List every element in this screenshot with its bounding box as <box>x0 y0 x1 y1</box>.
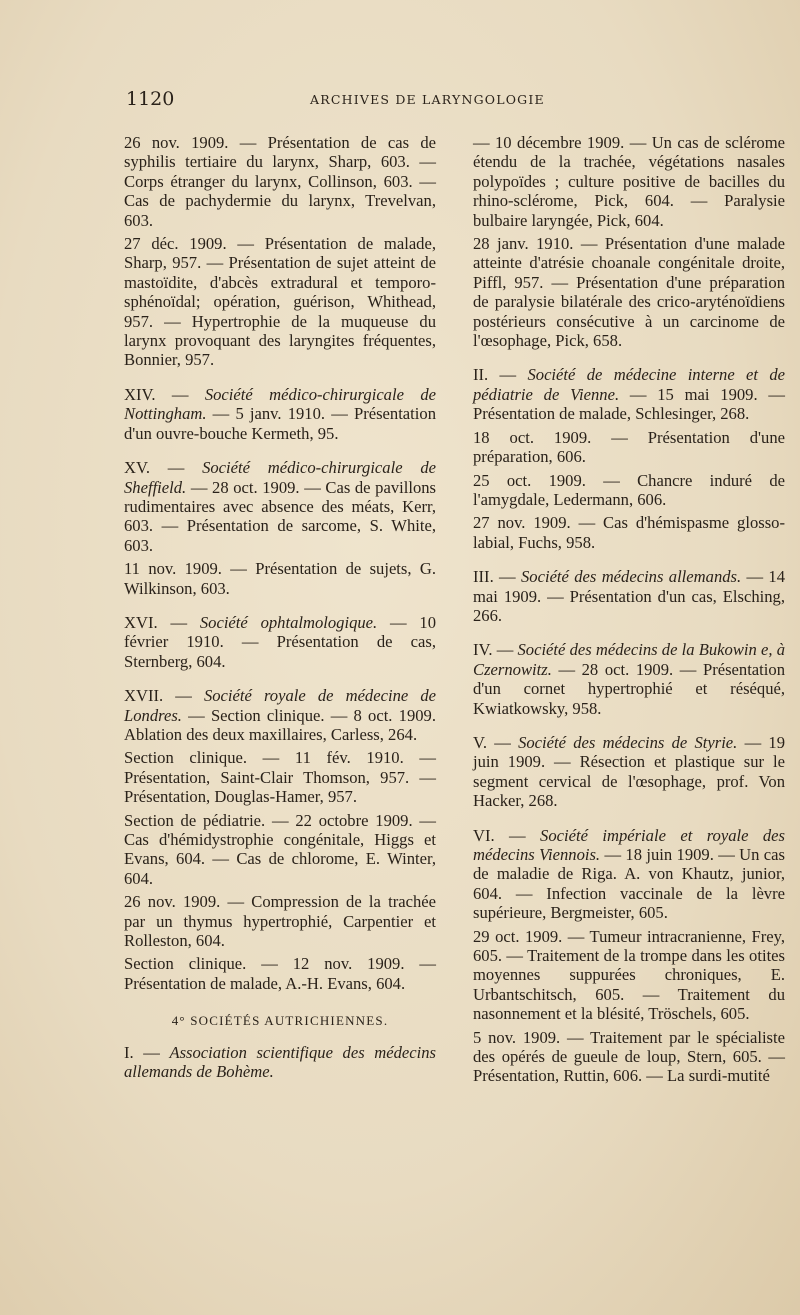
page-header <box>0 88 800 118</box>
entry: 25 oct. 1909. — Chancre induré de l'amygdale, Ledermann, 606. <box>473 470 785 509</box>
left-column <box>124 133 436 1085</box>
entry: V. — Société des médecins de Styrie. — 19 juin 1909. — Résection et plastique sur le segment cervical de l'œsophage, prof. Von Hacker, 268. <box>473 732 785 811</box>
entry: 26 nov. 1909. — Présentation de cas de syphilis tertiaire du larynx, Sharp, 603. — Corps étranger du larynx, Collinson, 603. — Cas de pachydermie du larynx, Trevelvan, 603. <box>124 133 436 230</box>
running-title: ARCHIVES DE LARYNGOLOGIE <box>310 92 545 107</box>
right-column <box>473 133 785 1090</box>
entry: Section clinique. — 11 fév. 1910. — Présentation, Saint-Clair Thomson, 957. — Présentation, Douglas-Hamer, 957. <box>124 748 436 807</box>
section-subheading: 4° SOCIÉTÉS AUTRICHIENNES. <box>171 1013 389 1029</box>
entry: XVII. — Société royale de médecine de Londres. — Section clinique. — 8 oct. 1909. Ablation des deux maxillaires, Carless, 264. <box>124 686 436 744</box>
entry: Section clinique. — 12 nov. 1909. — Présentation de malade, A.-H. Evans, 604. <box>124 954 436 993</box>
entry: 11 nov. 1909. — Présentation de sujets, G. Wilkinson, 603. <box>124 559 436 598</box>
entry: 5 nov. 1909. — Traitement par le spécialiste des opérés de gueule de loup, Stern, 605. — Présentation, Ruttin, 606. — La surdi-mutité <box>473 1027 785 1086</box>
entry: I. — Association scientifique des médecins allemands de Bohème. <box>124 1042 436 1082</box>
entry: — 10 décembre 1909. — Un cas de sclérome étendu de la trachée, végétations nasales polypoïdes ; culture positive de bacilles du rhino-sclérome, Pick, 604. — Paralysie bulbaire laryngée, Pick, 604. <box>473 133 785 230</box>
entry: II. — Société de médecine interne et de pédiatrie de Vienne. — 15 mai 1909. — Présentation de malade, Schlesinger, 268. <box>473 365 785 424</box>
entry: 27 déc. 1909. — Présentation de malade, Sharp, 957. — Présentation de sujet atteint de mastoïdite, d'abcès extradural et temporo-sphénoïdal; opération, guérison, Whithead, 957. — Hypertrophie de la muqueuse du larynx provoquant des laryngites fréquentes, Bonnier, 957. <box>124 234 436 370</box>
entry: 26 nov. 1909. — Compression de la trachée par un thymus hypertrophié, Carpentier et Rolleston, 604. <box>124 892 436 951</box>
entry: XV. — Société médico-chirurgicale de Sheffield. — 28 oct. 1909. — Cas de pavillons rudimentaires avec absence des méats, Kerr, 603. — Présentation de sarcome, S. White, 603. <box>124 458 436 555</box>
entry: 18 oct. 1909. — Présentation d'une préparation, 606. <box>473 427 785 467</box>
entry: 29 oct. 1909. — Tumeur intracranienne, Frey, 605. — Traitement de la trompe dans les otites moyennes suppurées chroniques, E. Urbantschitsch, 605. — Traitement du nasonnement et la blésité, Tröschels, 605. <box>473 926 785 1024</box>
entry: III. — Société des médecins allemands. — 14 mai 1909. — Présentation d'un cas, Elsching, 266. <box>473 567 785 625</box>
entry: XVI. — Société ophtalmologique. — 10 février 1910. — Présentation de cas, Sternberg, 604. <box>124 612 436 671</box>
page-number: 1120 <box>126 88 175 110</box>
entry: VI. — Société impériale et royale des médecins Viennois. — 18 juin 1909. — Un cas de maladie de Riga. A. von Khautz, junior, 604. — Infection vaccinale de la lèvre supérieure, Bergmeister, 605. <box>473 825 785 923</box>
entry: 28 janv. 1910. — Présentation d'une malade atteinte d'atrésie choanale congénitale droite, Piffl, 957. — Présentation d'une préparation de paralysie bilatérale des crico-aryténoïdiens postérieurs consécutive à un carcinome de l'œsophage, Pick, 658. <box>473 234 785 351</box>
entry: 27 nov. 1909. — Cas d'hémispasme glosso-labial, Fuchs, 958. <box>473 513 785 552</box>
entry: XIV. — Société médico-chirurgicale de Nottingham. — 5 janv. 1910. — Présentation d'un ouvre-bouche Kermeth, 95. <box>124 384 436 443</box>
entry: Section de pédiatrie. — 22 octobre 1909. — Cas d'hémidystrophie congénitale, Higgs et Evans, 604. — Cas de chlorome, E. Winter, 604. <box>124 810 436 888</box>
entry: IV. — Société des médecins de la Bukowin e, à Czernowitz. — 28 oct. 1909. — Présentation d'un cornet hypertrophié et réséqué, Kwiatkowsky, 958. <box>473 640 785 718</box>
